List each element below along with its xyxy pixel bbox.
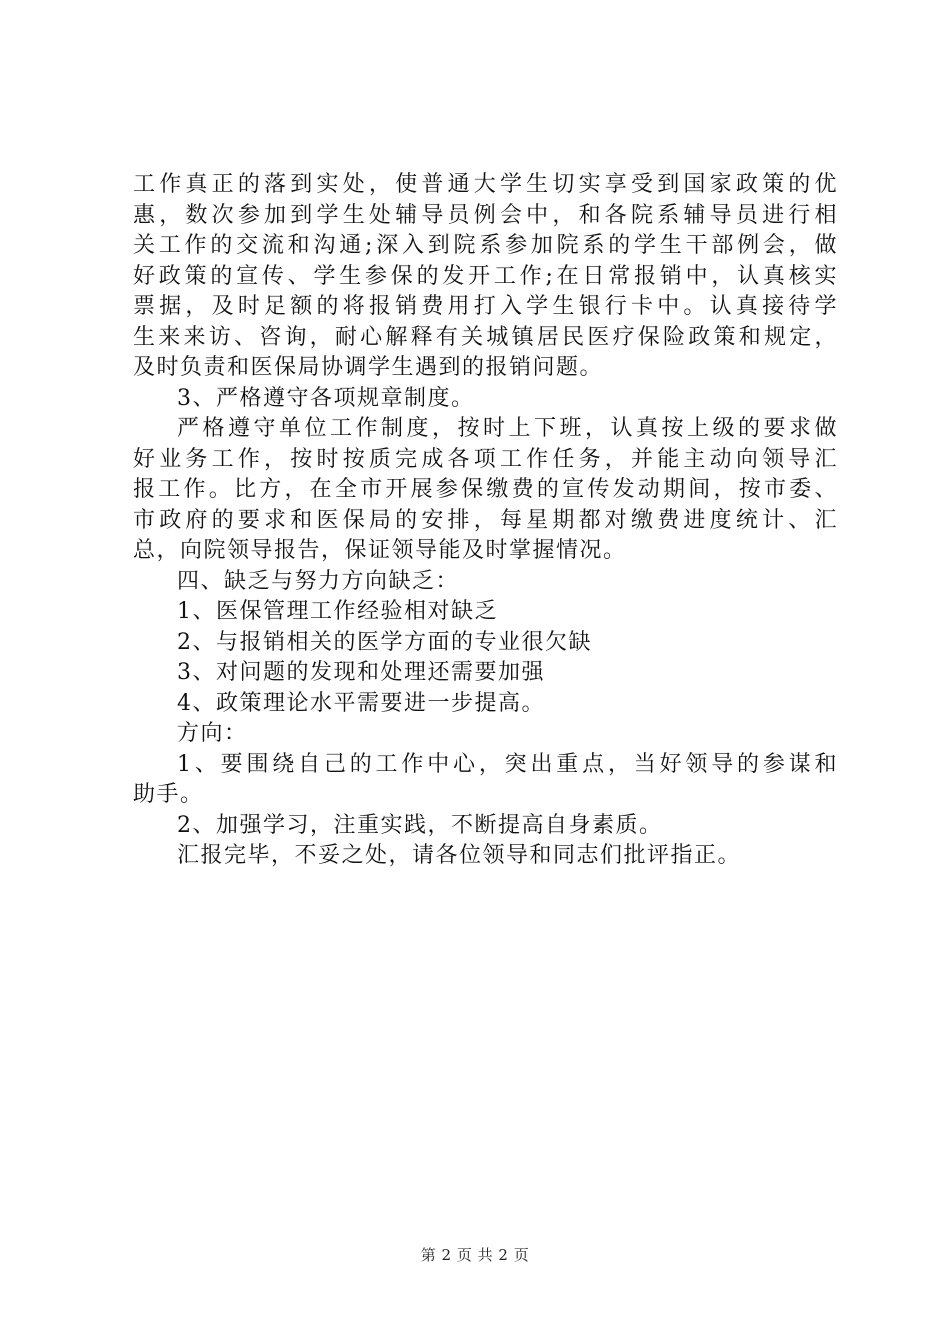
list-item: 1、医保管理工作经验相对缺乏 — [177, 599, 498, 624]
paragraph-line: 惠，数次参加到学生处辅导员例会中，和各院系辅导员进行相 — [133, 202, 838, 228]
paragraph-line: 关工作的交流和沟通;深入到院系参加院系的学生干部例会，做 — [133, 233, 838, 258]
paragraph-line: 总，向院领导报告，保证领导能及时掌握情况。 — [133, 538, 627, 563]
paragraph-line: 票据，及时足额的将报销费用打入学生银行卡中。认真接待学 — [133, 294, 838, 319]
paragraph-line: 助手。 — [133, 782, 204, 807]
section-heading: 方向： — [177, 721, 248, 746]
section-heading: 3、严格遵守各项规章制度。 — [177, 385, 475, 411]
closing-line: 汇报完毕，不妥之处，请各位领导和同志们批评指正。 — [177, 843, 742, 868]
paragraph-line: 市政府的要求和医保局的安排，每星期都对缴费进度统计、汇 — [133, 507, 838, 533]
page-number: 第 2 页 共 2 页 — [420, 1246, 530, 1264]
list-item: 3、对问题的发现和处理还需要加强 — [177, 660, 545, 685]
paragraph-line: 工作真正的落到实处，使普通大学生切实享受到国家政策的优 — [133, 172, 838, 197]
list-item: 2、加强学习，注重实践，不断提高自身素质。 — [177, 812, 663, 838]
list-item: 4、政策理论水平需要进一步提高。 — [177, 690, 545, 716]
section-heading: 四、缺乏与努力方向缺乏： — [177, 568, 460, 594]
list-item: 1、要围绕自己的工作中心，突出重点，当好领导的参谋和 — [177, 751, 838, 777]
list-item: 2、与报销相关的医学方面的专业很欠缺 — [177, 629, 592, 655]
paragraph-line: 生来来访、咨询，耐心解释有关城镇居民医疗保险政策和规定， — [133, 324, 838, 350]
paragraph-line: 严格遵守单位工作制度，按时上下班，认真按上级的要求做 — [177, 416, 838, 441]
paragraph-line: 及时负责和医保局协调学生遇到的报销问题。 — [133, 355, 604, 380]
paragraph-line: 报工作。比方，在全市开展参保缴费的宣传发动期间，按市委、 — [133, 477, 838, 502]
paragraph-line: 好政策的宣传、学生参保的发开工作;在日常报销中，认真核实 — [133, 263, 838, 289]
document-body — [133, 170, 838, 872]
paragraph-line: 好业务工作，按时按质完成各项工作任务，并能主动向领导汇 — [133, 446, 838, 472]
